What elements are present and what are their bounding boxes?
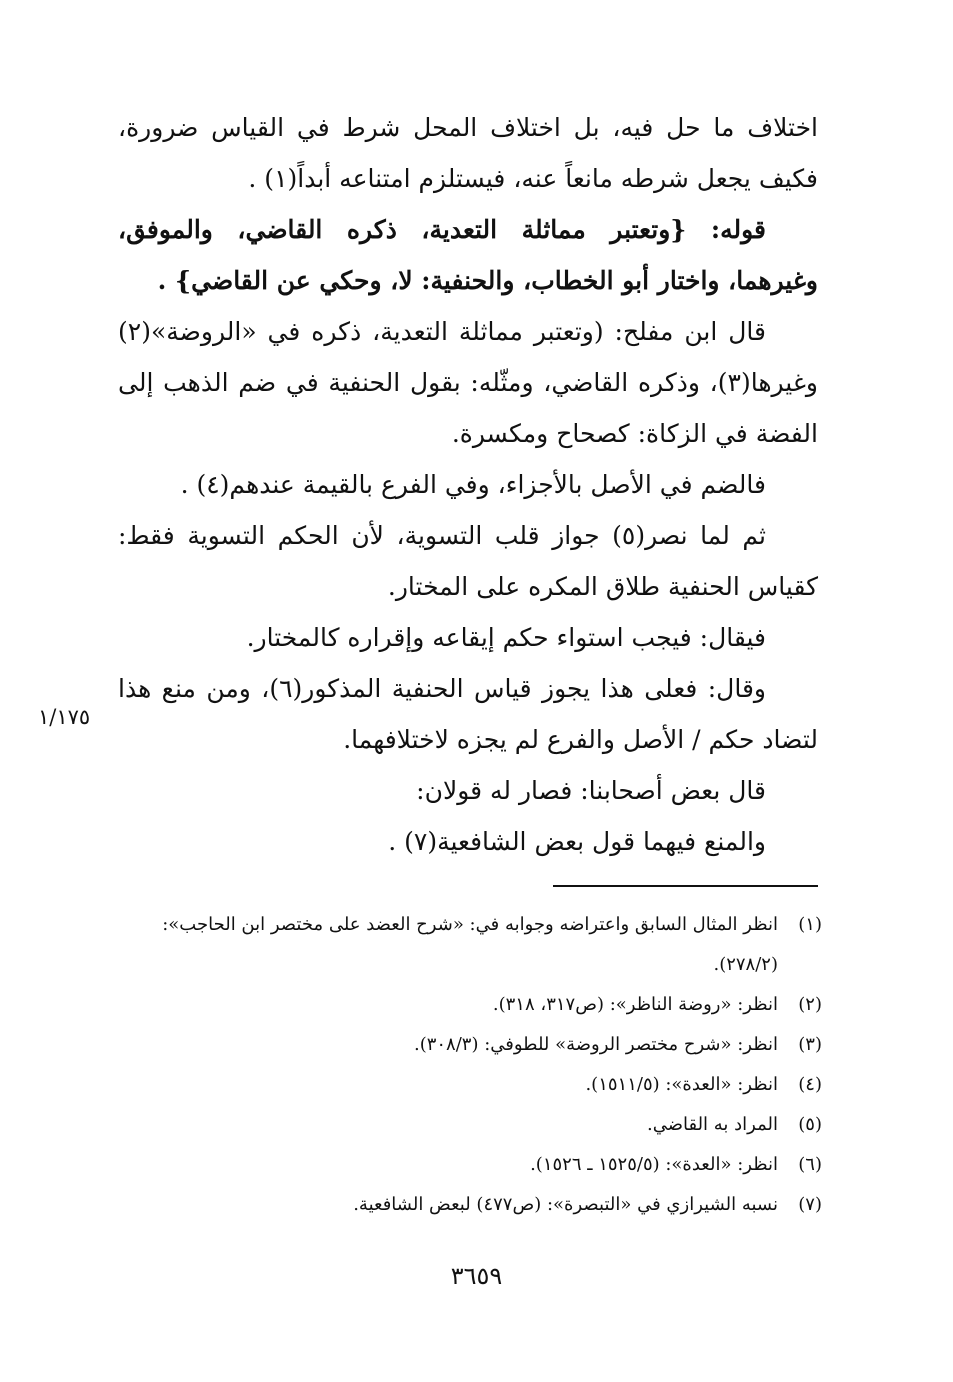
footnote-text: انظر: «روضة الناظر»: (ص٣١٧، ٣١٨). [492,994,778,1015]
page-number: ٣٦٥٩ [450,1262,503,1290]
footnote-item [110,1145,822,1185]
footnote-divider [553,885,818,887]
paragraph-6: فيقال: فيجب استواء حكم إيقاعه وإقراره كالمختار. [246,623,766,652]
footnote-text: نسبه الشيرازي في «التبصرة»: (ص٤٧٧) لبعض الشافعية. [353,1194,778,1215]
paragraph-1: اختلاف ما حل فيه، بل اختلاف المحل شرط في القياس ضرورة، فكيف يجعل شرطه مانعاً عنه، فيستلزم امتناعه أبداً(١) . [118,113,818,193]
footnote-item [110,1065,822,1105]
paragraph-9: والمنع فيهما قول بعض الشافعية(٧) . [388,827,766,856]
footnote-number: (١) [798,914,822,935]
margin-page-reference: ١/١٧٥ [38,705,91,729]
footnote-number: (٧) [798,1194,822,1215]
footnote-number: (٦) [798,1154,822,1175]
footnote-number: (٢) [798,994,822,1015]
paragraph-7: وقال: فعلى هذا يجوز قياس الحنفية المذكور(٦)، ومن منع هذا لتضاد حكم / الأصل والفرع لم يجزه لاختلافهما. [118,674,818,754]
main-text [118,102,818,867]
footnote-text: انظر: «شرح مختصر الروضة» للطوفي: (٣٠٨/٣). [413,1034,778,1055]
footnotes [110,905,822,1225]
footnote-item [110,1025,822,1065]
footnote-item [110,1185,822,1225]
footnote-text: انظر: «العدة»: (١٥٢٥/٥ ـ ١٥٢٦). [530,1154,778,1175]
paragraph-4: فالضم في الأصل بالأجزاء، وفي الفرع بالقيمة عندهم(٤) . [180,470,766,499]
paragraph-3: قال ابن مفلح: (وتعتبر مماثلة التعدية، ذكره في «الروضة»(٢) وغيرها(٣)، وذكره القاضي، ومثّله: بقول الحنفية في ضم الذهب إلى الفضة في الزكاة: كصحاح ومكسرة. [118,317,818,448]
footnote-number: (٥) [798,1114,822,1135]
paragraph-8: قال بعض أصحابنا: فصار له قولان: [416,776,766,805]
paragraph-5: ثم لما نصر(٥) جواز قلب التسوية، لأن الحكم التسوية فقط: كقياس الحنفية طلاق المكره على المختار. [118,521,818,601]
footnote-text: انظر: «العدة»: (١٥١١/٥). [585,1074,778,1095]
footnote-text: انظر المثال السابق واعتراضه وجوابه في: «شرح العضد على مختصر ابن الحاجب»: (٢٧٨/٢). [162,914,778,975]
footnote-text: المراد به القاضي. [646,1114,778,1135]
paragraph-2-quoted-text: قوله: {وتعتبر مماثلة التعدية، ذكره القاضي، والموفق، وغيرهما، واختار أبو الخطاب، والحنفية: لا، وحكي عن القاضي} . [118,215,818,295]
footnote-item [110,985,822,1025]
footnote-number: (٤) [798,1074,822,1095]
footnote-number: (٣) [798,1034,822,1055]
footnote-item [110,1105,822,1145]
footnote-item [110,905,822,985]
